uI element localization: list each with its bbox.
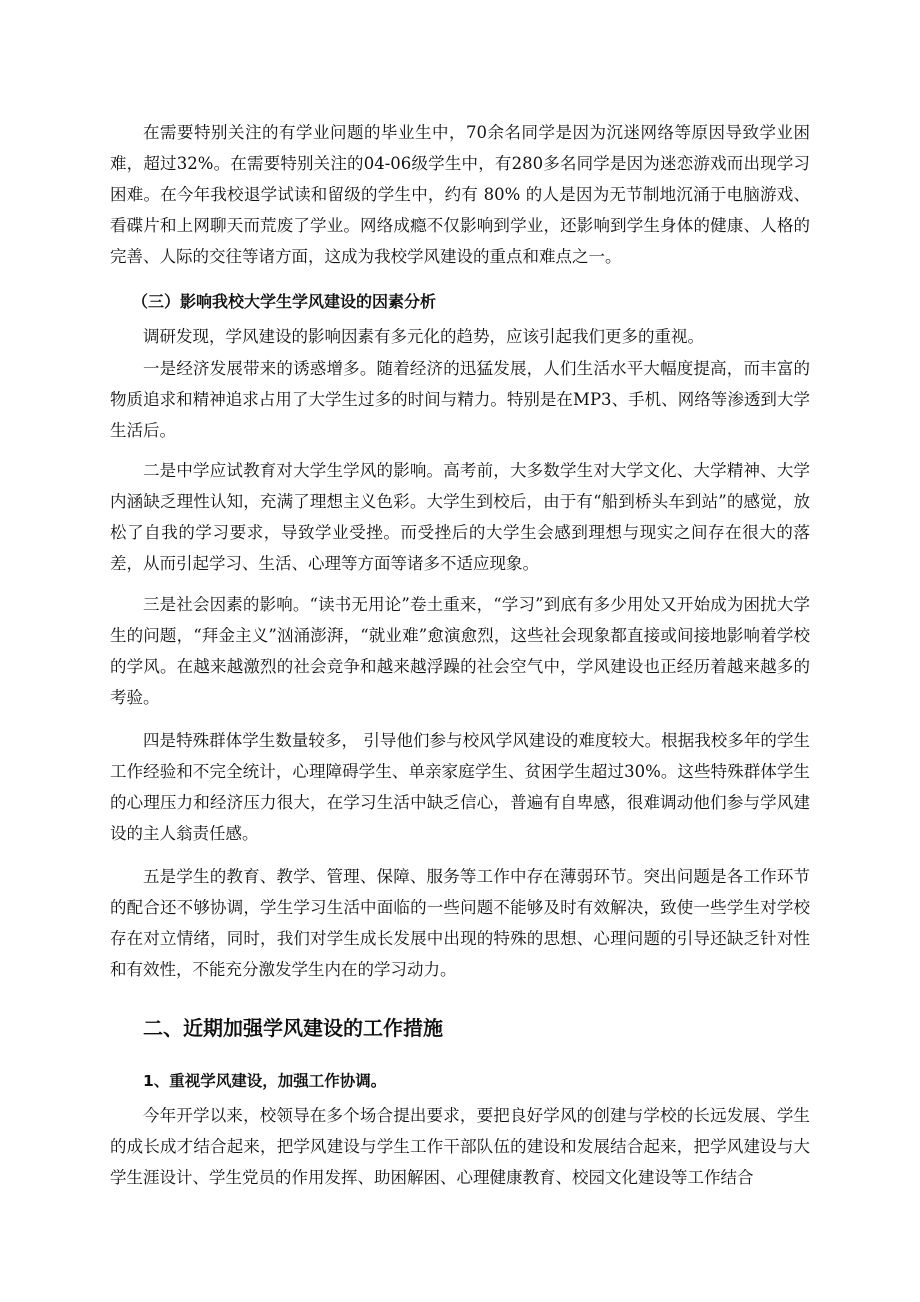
paragraph-exam-education-factor: 二是中学应试教育对大学生学风的影响。高考前，大多数学生对大学文化、大学精神、大学内涵缺乏理性认知，充满了理想主义色彩。大学生到校后，由于有“船到桥头车到站”的感觉，放松了自我的学习要求，导致学业受挫。而受挫后的大学生会感到理想与现实之间存在很大的落差，从而引起学习、生活、心理等方面等诸多不适应现象。 bbox=[110, 461, 810, 573]
item-heading-emphasize-study-style: 1、重视学风建设，加强工作协调。 bbox=[143, 1072, 387, 1090]
paragraph-school-leadership: 今年开学以来，校领导在多个场合提出要求，要把良好学风的创建与学校的长远发展、学生的成长成才结合起来，把学风建设与学生工作干部队伍的建设和发展结合起来，把学风建设与大学生涯设计、学生党员的作用发挥、助困解困、心理健康教育、校园文化建设等工作结合 bbox=[110, 1106, 810, 1187]
section-heading-influence-factors: （三）影响我校大学生学风建设的因素分析 bbox=[132, 292, 437, 311]
chapter-heading-work-measures: 二、近期加强学风建设的工作措施 bbox=[143, 1016, 443, 1040]
paragraph-research-findings: 调研发现，学风建设的影响因素有多元化的趋势，应该引起我们更多的重视。 bbox=[143, 327, 704, 346]
paragraph-special-groups-factor: 四是特殊群体学生数量较多， 引导他们参与校风学风建设的难度较大。根据我校多年的学生工作经验和不完全统计，心理障碍学生、单亲家庭学生、贫困学生超过30%。这些特殊群体学生的心理压力和经济压力很大，在学习生活中缺乏信心，普遍有自卑感，很难调动他们参与学风建设的主人翁责任感。 bbox=[110, 731, 810, 843]
paragraph-internet-addiction: 在需要特别关注的有学业问题的毕业生中，70余名同学是因为沉迷网络等原因导致学业困难，超过32%。在需要特别关注的04-06级学生中，有280多名同学是因为迷恋游戏而出现学习困难。在今年我校退学试读和留级的学生中，约有 80% 的人是因为无节制地沉涌于电脑游戏、看碟片和上网聊天而荒废了学业。网络成瘾不仅影响到学业，还影响到学生身体的健康、人格的完善、人际的交往等诸方面，这成为我校学风建设的重点和难点之一。 bbox=[110, 123, 810, 266]
paragraph-social-factor: 三是社会因素的影响。“读书无用论”卷土重来，“学习”到底有多少用处又开始成为困扰大学生的问题，“拜金主义”汹涌澎湃，“就业难”愈演愈烈，这些社会现象都直接或间接地影响着学校的学风。在越来越激烈的社会竞争和越来越浮躁的社会空气中，学风建设也正经历着越来越多的考验。 bbox=[110, 595, 810, 707]
paragraph-weak-links-factor: 五是学生的教育、教学、管理、保障、服务等工作中存在薄弱环节。突出问题是各工作环节的配合还不够协调，学生学习生活中面临的一些问题不能够及时有效解决，致使一些学生对学校存在对立情绪，同时，我们对学生成长发展中出现的特殊的思想、心理问题的引导还缺乏针对性和有效性，不能充分激发学生内在的学习动力。 bbox=[110, 867, 810, 979]
paragraph-economic-factor: 一是经济发展带来的诱惑增多。随着经济的迅猛发展，人们生活水平大幅度提高，而丰富的物质追求和精神追求占用了大学生过多的时间与精力。特别是在MP3、手机、网络等渗透到大学生活后。 bbox=[110, 359, 810, 440]
